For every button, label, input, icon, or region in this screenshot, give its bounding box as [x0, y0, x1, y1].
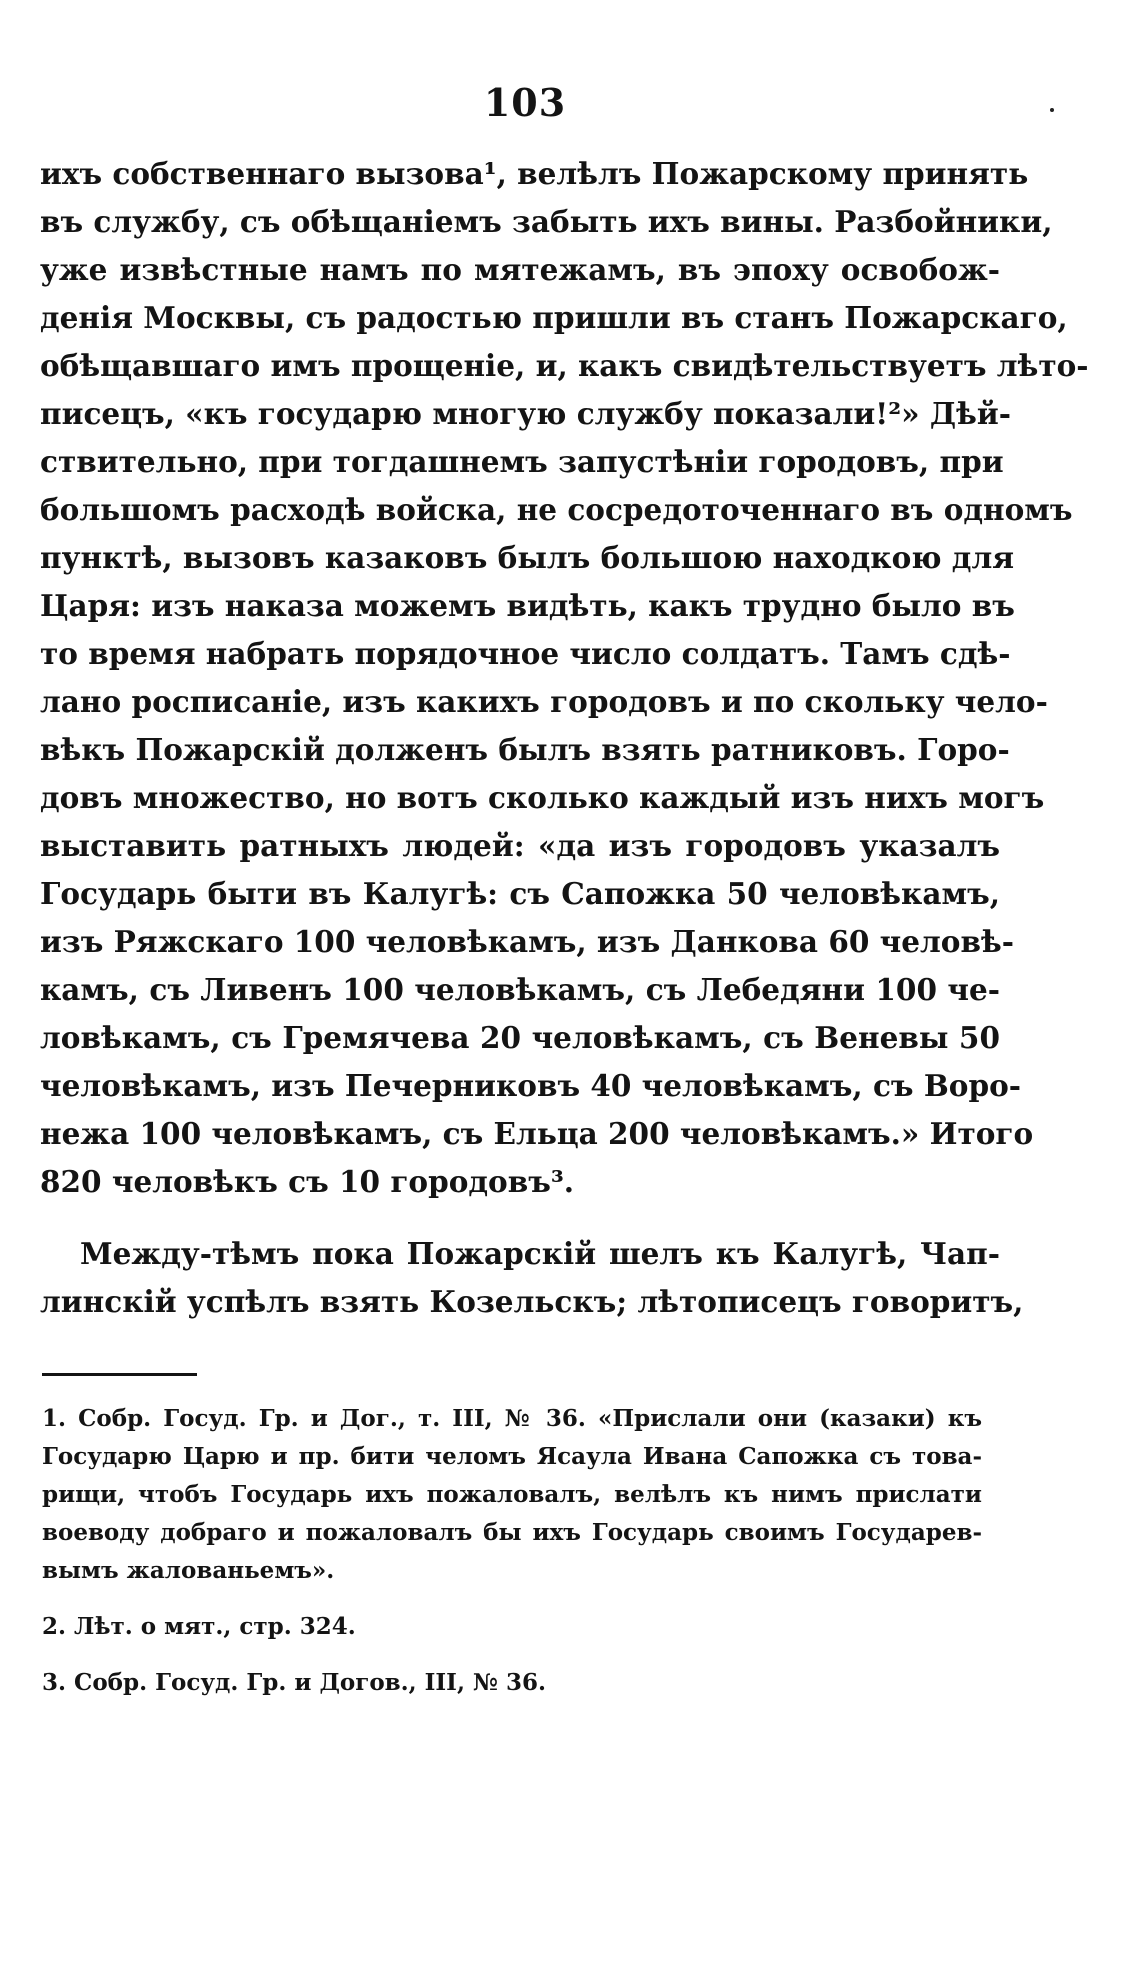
text-line: довъ множество, но вотъ сколько каждый изъ нихъ могъ — [40, 780, 1045, 815]
text-line: 820 человѣкъ съ 10 городовъ³. — [40, 1164, 575, 1199]
text-line: нежа 100 человѣкамъ, съ Ельца 200 человѣкамъ.» Итого — [40, 1116, 1034, 1151]
text-line: Государь быти въ Калугѣ: съ Сапожка 50 человѣкамъ, — [40, 876, 1000, 911]
footnote-line: 1. Собр. Госуд. Гр. и Дог., т. III, № 36. «Прислали они (казаки) къ — [42, 1405, 982, 1432]
text-line: ихъ собственнаго вызова¹, велѣлъ Пожарскому принять — [40, 156, 1029, 191]
footnote-line: Государю Царю и пр. бити челомъ Ясаула Ивана Сапожка съ това- — [42, 1443, 982, 1470]
footnote-line: 2. Лѣт. о мят., стр. 324. — [42, 1613, 356, 1640]
text-line: то время набрать порядочное число солдатъ. Тамъ сдѣ- — [40, 636, 1011, 671]
text-line: лано росписаніе, изъ какихъ городовъ и по скольку чело- — [40, 684, 1048, 719]
print-speck — [1050, 108, 1054, 112]
footnote-line: вымъ жалованьемъ». — [42, 1557, 335, 1584]
main-text — [40, 150, 1089, 1326]
paragraph-gap — [40, 1206, 1000, 1230]
text-line: большомъ расходѣ войска, не сосредоточеннаго въ одномъ — [40, 492, 1073, 527]
footnote-line: рищи, чтобъ Государь ихъ пожаловалъ, велѣлъ къ нимъ прислати — [42, 1481, 982, 1508]
text-line: человѣкамъ, изъ Печерниковъ 40 человѣкамъ, съ Воро- — [40, 1068, 1021, 1103]
text-line: писецъ, «къ государю многую службу показали!²» Дѣй- — [40, 396, 1011, 431]
text-line: уже извѣстные намъ по мятежамъ, въ эпоху освобож- — [40, 252, 1000, 287]
footnotes — [42, 1400, 982, 1702]
text-line: пунктѣ, вызовъ казаковъ былъ большою находкою для — [40, 540, 1015, 575]
text-line: линскій успѣлъ взять Козельскъ; лѣтописецъ говоритъ, — [40, 1284, 1024, 1319]
text-line: Царя: изъ наказа можемъ видѣть, какъ трудно было въ — [40, 588, 1015, 623]
footnote-divider — [42, 1373, 197, 1376]
text-line: изъ Ряжскаго 100 человѣкамъ, изъ Данкова 60 человѣ- — [40, 924, 1014, 959]
text-line: Между-тѣмъ пока Пожарскій шелъ къ Калугѣ, Чап- — [80, 1236, 1000, 1271]
text-line: въ службу, съ обѣщаніемъ забыть ихъ вины. Разбойники, — [40, 204, 1053, 239]
footnote-gap — [42, 1646, 982, 1664]
text-line: обѣщавшаго имъ прощеніе, и, какъ свидѣтельствуетъ лѣто- — [40, 348, 1089, 383]
footnote-gap — [42, 1590, 982, 1608]
text-line: вѣкъ Пожарскій долженъ былъ взять ратниковъ. Горо- — [40, 732, 1010, 767]
text-line: ствительно, при тогдашнемъ запустѣніи городовъ, при — [40, 444, 1004, 479]
text-line: камъ, съ Ливенъ 100 человѣкамъ, съ Лебедяни 100 че- — [40, 972, 1000, 1007]
footnote-line: 3. Собр. Госуд. Гр. и Догов., III, № 36. — [42, 1669, 546, 1696]
text-line: денія Москвы, съ радостью пришли въ станъ Пожарскаго, — [40, 300, 1068, 335]
text-line: выставить ратныхъ людей: «да изъ городовъ указалъ — [40, 828, 1000, 863]
text-line: ловѣкамъ, съ Гремячева 20 человѣкамъ, съ Веневы 50 — [40, 1020, 1000, 1055]
page-number: 103 — [483, 80, 567, 125]
footnote-line: воеводу добраго и пожаловалъ бы ихъ Государь своимъ Государев- — [42, 1519, 982, 1546]
